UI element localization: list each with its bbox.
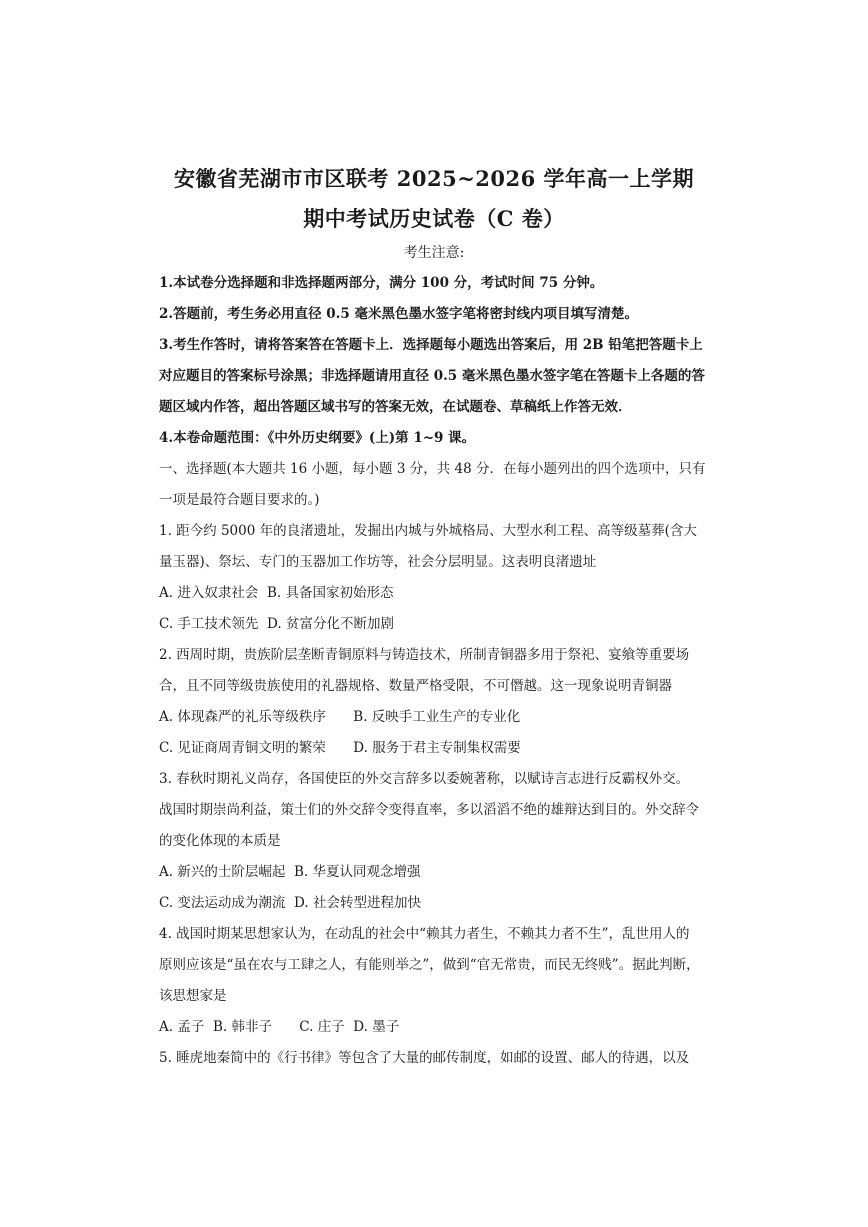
q4-stem: 4. 战国时期某思想家认为，在动乱的社会中“赖其力者生，不赖其力者不生”，乱世用人的 [159, 926, 690, 942]
notice-item-4: 4.本卷命题范围：《中外历史纲要》(上)第 1~9 课。 [159, 430, 476, 446]
q3-option-a: A. 新兴的士阶层崛起 [159, 864, 286, 880]
q3-stem: 3. 春秋时期礼义尚存，各国使臣的外交言辞多以委婉著称，以赋诗言志进行反霸权外交。 [159, 771, 690, 787]
q3-option-c: C. 变法运动成为潮流 [159, 895, 286, 911]
q2-option-c: C. 见证商周青铜文明的繁荣 [159, 740, 326, 756]
exam-title-line1: 安徽省芜湖市市区联考 2025~2026 学年高一上学期 [173, 166, 695, 191]
q4-stem-cont: 原则应该是“虽在农与工肆之人，有能则举之”，做到“官无常贵，而民无终贱”。据此判断， [159, 957, 700, 973]
q3-options-cd [159, 894, 719, 912]
notice-item-1: 1.本试卷分选择题和非选择题两部分，满分 100 分，考试时间 75 分钟。 [159, 275, 604, 291]
q2-option-a: A. 体现森严的礼乐等级秩序 [159, 709, 326, 725]
notice-item-3-cont: 对应题目的答案标号涂黑；非选择题请用直径 0.5 毫米黑色墨水签字笔在答题卡上各题的答 [159, 368, 705, 384]
q1-options-ab [159, 584, 719, 602]
exam-title-line2: 期中考试历史试卷（C 卷） [303, 206, 565, 231]
q4-stem-cont2: 该思想家是 [159, 988, 227, 1004]
q4-option-c: C. 庄子 [299, 1019, 345, 1035]
q1-options-cd [159, 615, 719, 633]
q3-option-d: D. 社会转型进程加快 [294, 895, 421, 911]
q3-stem-cont2: 的变化体现的本质是 [159, 833, 281, 849]
notice-heading: 考生注意: [403, 245, 465, 261]
section-heading: 一、选择题(本大题共 16 小题，每小题 3 分，共 48 分．在每小题列出的四个选项中，只有 [159, 461, 706, 477]
q2-stem-cont: 合，且不同等级贵族使用的礼器规格、数量严格受限，不可僭越。这一现象说明青铜器 [159, 678, 672, 694]
q3-options-ab [159, 863, 719, 881]
q1-option-b: B. 具备国家初始形态 [266, 585, 394, 601]
q1-option-a: A. 进入奴隶社会 [159, 585, 259, 601]
q1-option-d: D. 贫富分化不断加剧 [267, 616, 394, 632]
q3-option-b: B. 华夏认同观念增强 [293, 864, 421, 880]
q4-option-a: A. 孟子 [159, 1019, 205, 1035]
q2-option-b: B. 反映手工业生产的专业化 [353, 709, 521, 725]
q4-option-d: D. 墨子 [353, 1019, 400, 1035]
notice-item-2: 2.答题前，考生务必用直径 0.5 毫米黑色墨水签字笔将密封线内项目填写清楚。 [159, 306, 638, 322]
q1-stem-cont: 量玉器)、祭坛、专门的玉器加工作坊等，社会分层明显。这表明良渚遗址 [159, 554, 597, 570]
q4-option-b: B. 韩非子 [212, 1019, 272, 1035]
q1-stem: 1. 距今约 5000 年的良渚遗址，发掘出内城与外城格局、大型水利工程、高等级墓葬(含大 [159, 523, 697, 539]
section-heading-cont: 一项是最符合题目要求的。) [159, 492, 320, 508]
q2-options-ab [159, 708, 719, 726]
q3-stem-cont: 战国时期崇尚利益，策士们的外交辞令变得直率，多以滔滔不绝的雄辩达到目的。外交辞令 [159, 802, 699, 818]
q4-options [159, 1018, 719, 1036]
notice-item-3-cont2: 题区域内作答，超出答题区域书写的答案无效，在试题卷、草稿纸上作答无效． [159, 399, 632, 415]
q2-stem: 2. 西周时期，贵族阶层垄断青铜原料与铸造技术，所制青铜器多用于祭祀、宴飨等重要场 [159, 647, 690, 663]
q2-option-d: D. 服务于君主专制集权需要 [353, 740, 521, 756]
notice-item-3: 3.考生作答时，请将答案答在答题卡上．选择题每小题选出答案后，用 2B 铅笔把答题卡上 [159, 337, 703, 353]
q1-option-c: C. 手工技术领先 [159, 616, 259, 632]
q5-stem: 5. 睡虎地秦简中的《行书律》等包含了大量的邮传制度，如邮的设置、邮人的待遇，以及 [159, 1050, 690, 1066]
q2-options-cd [159, 739, 719, 757]
